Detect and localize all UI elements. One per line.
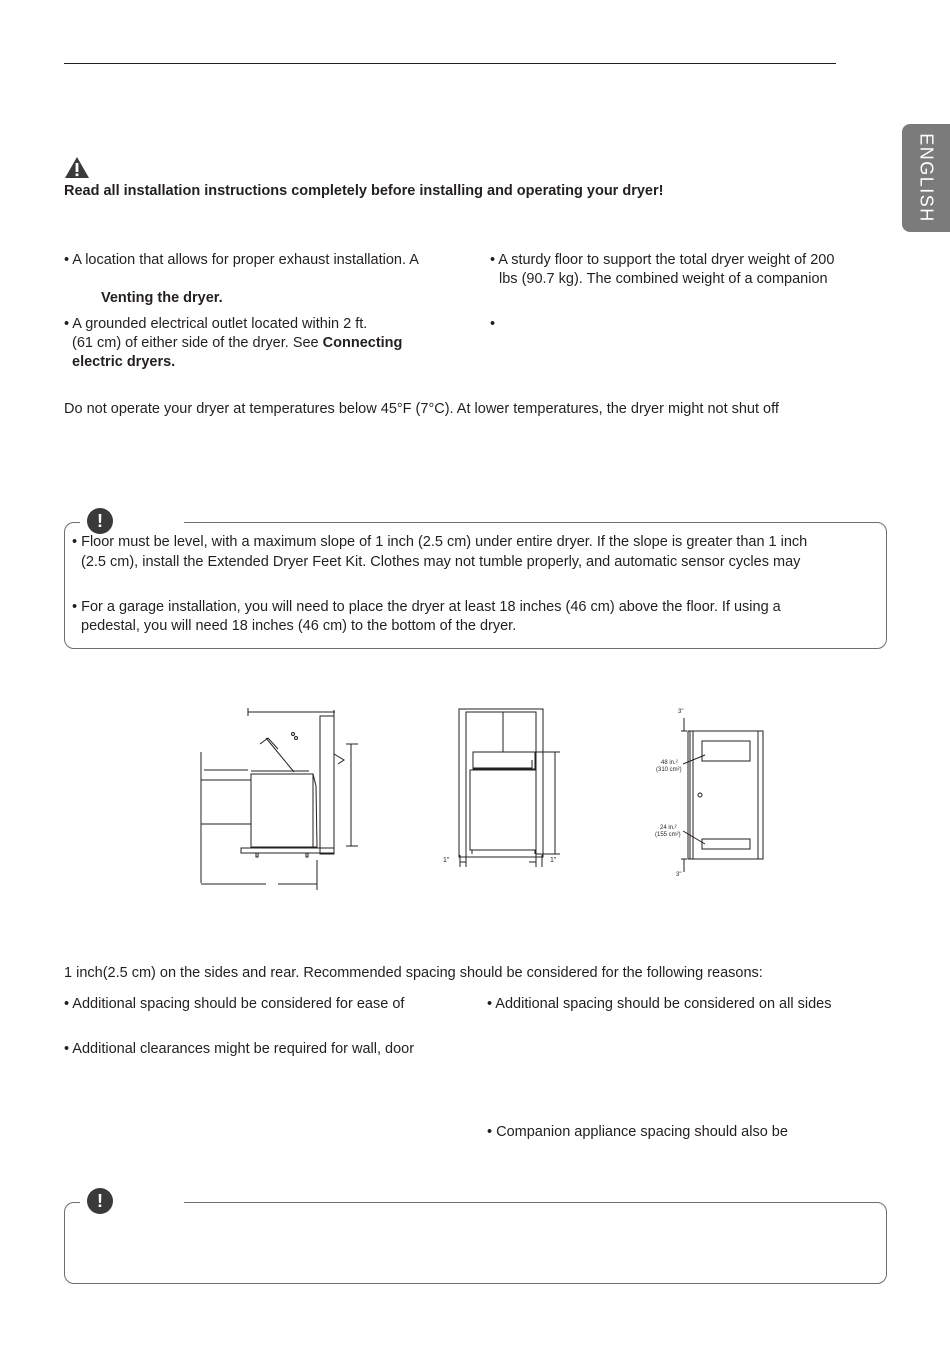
req-outlet-line2-text: (61 cm) of either side of the dryer. See	[72, 335, 323, 351]
language-tab	[902, 124, 950, 232]
note-box-empty	[64, 1202, 887, 1284]
req-outlet-link: Connecting	[322, 335, 403, 351]
note-garage-line1: • For a garage installation, you will need to place the dryer at least 18 inches (46 cm) above the floor. If using a	[72, 599, 781, 615]
intro-warning-text: Read all installation instructions completely before installing and operating your dryer!	[64, 183, 664, 199]
spacing-wall-door: • Additional clearances might be required for wall, door	[64, 1041, 415, 1057]
req-outlet-line3: electric dryers.	[72, 354, 176, 370]
note-exclamation-icon-2: !	[87, 1188, 113, 1214]
note-floor-line1: • Floor must be level, with a maximum slope of 1 inch (2.5 cm) under entire dryer. If the slope is greater than 1 inch	[72, 534, 808, 550]
front-right-gap-label: 1"	[550, 857, 557, 864]
lower-vent-area-label: 24 in.²	[660, 825, 677, 831]
closet-bottom-gap-label: 3"	[676, 872, 682, 878]
front-left-gap-label: 1"	[443, 857, 450, 864]
warning-triangle-icon	[64, 156, 90, 180]
req-location-line1: • A location that allows for proper exhaust installation. A	[64, 252, 419, 268]
req-floor-line1: • A sturdy floor to support the total dryer weight of 200	[490, 252, 835, 268]
header-rule	[64, 63, 836, 64]
spacing-intro: 1 inch(2.5 cm) on the sides and rear. Recommended spacing should be considered for the following reasons:	[64, 965, 763, 981]
upper-vent-area-metric: (310 cm²)	[656, 767, 682, 773]
temperature-warning: Do not operate your dryer at temperatures below 45°F (7°C). At lower temperatures, the dryer might not shut off	[64, 401, 779, 417]
note-garage-line2: pedestal, you will need 18 inches (46 cm) to the bottom of the dryer.	[81, 618, 517, 634]
req-floor-line2: lbs (90.7 kg). The combined weight of a companion	[499, 271, 828, 287]
spacing-companion: • Companion appliance spacing should also be	[487, 1124, 788, 1140]
dryer-front-view-diagram	[440, 700, 580, 870]
lower-vent-area-metric: (155 cm²)	[655, 832, 681, 838]
upper-vent-area-label: 48 in.²	[661, 760, 678, 766]
req-outlet-line1: • A grounded electrical outlet located within 2 ft.	[64, 316, 368, 332]
closet-door-vent-diagram	[645, 700, 775, 885]
req-bullet-empty: •	[490, 316, 496, 332]
note-floor-line2: (2.5 cm), install the Extended Dryer Feet Kit. Clothes may not tumble properly, and automatic sensor cycles may	[81, 554, 801, 570]
closet-top-gap-label: 3"	[678, 709, 684, 715]
spacing-all-sides: • Additional spacing should be considered on all sides	[487, 996, 832, 1012]
req-location-link: Venting the dryer.	[101, 290, 223, 306]
note-exclamation-icon: !	[87, 508, 113, 534]
req-outlet-line2	[72, 334, 402, 353]
language-tab-label: ENGLISH	[916, 133, 937, 223]
spacing-ease: • Additional spacing should be considered for ease of	[64, 996, 405, 1012]
dryer-side-view-diagram	[196, 700, 366, 892]
